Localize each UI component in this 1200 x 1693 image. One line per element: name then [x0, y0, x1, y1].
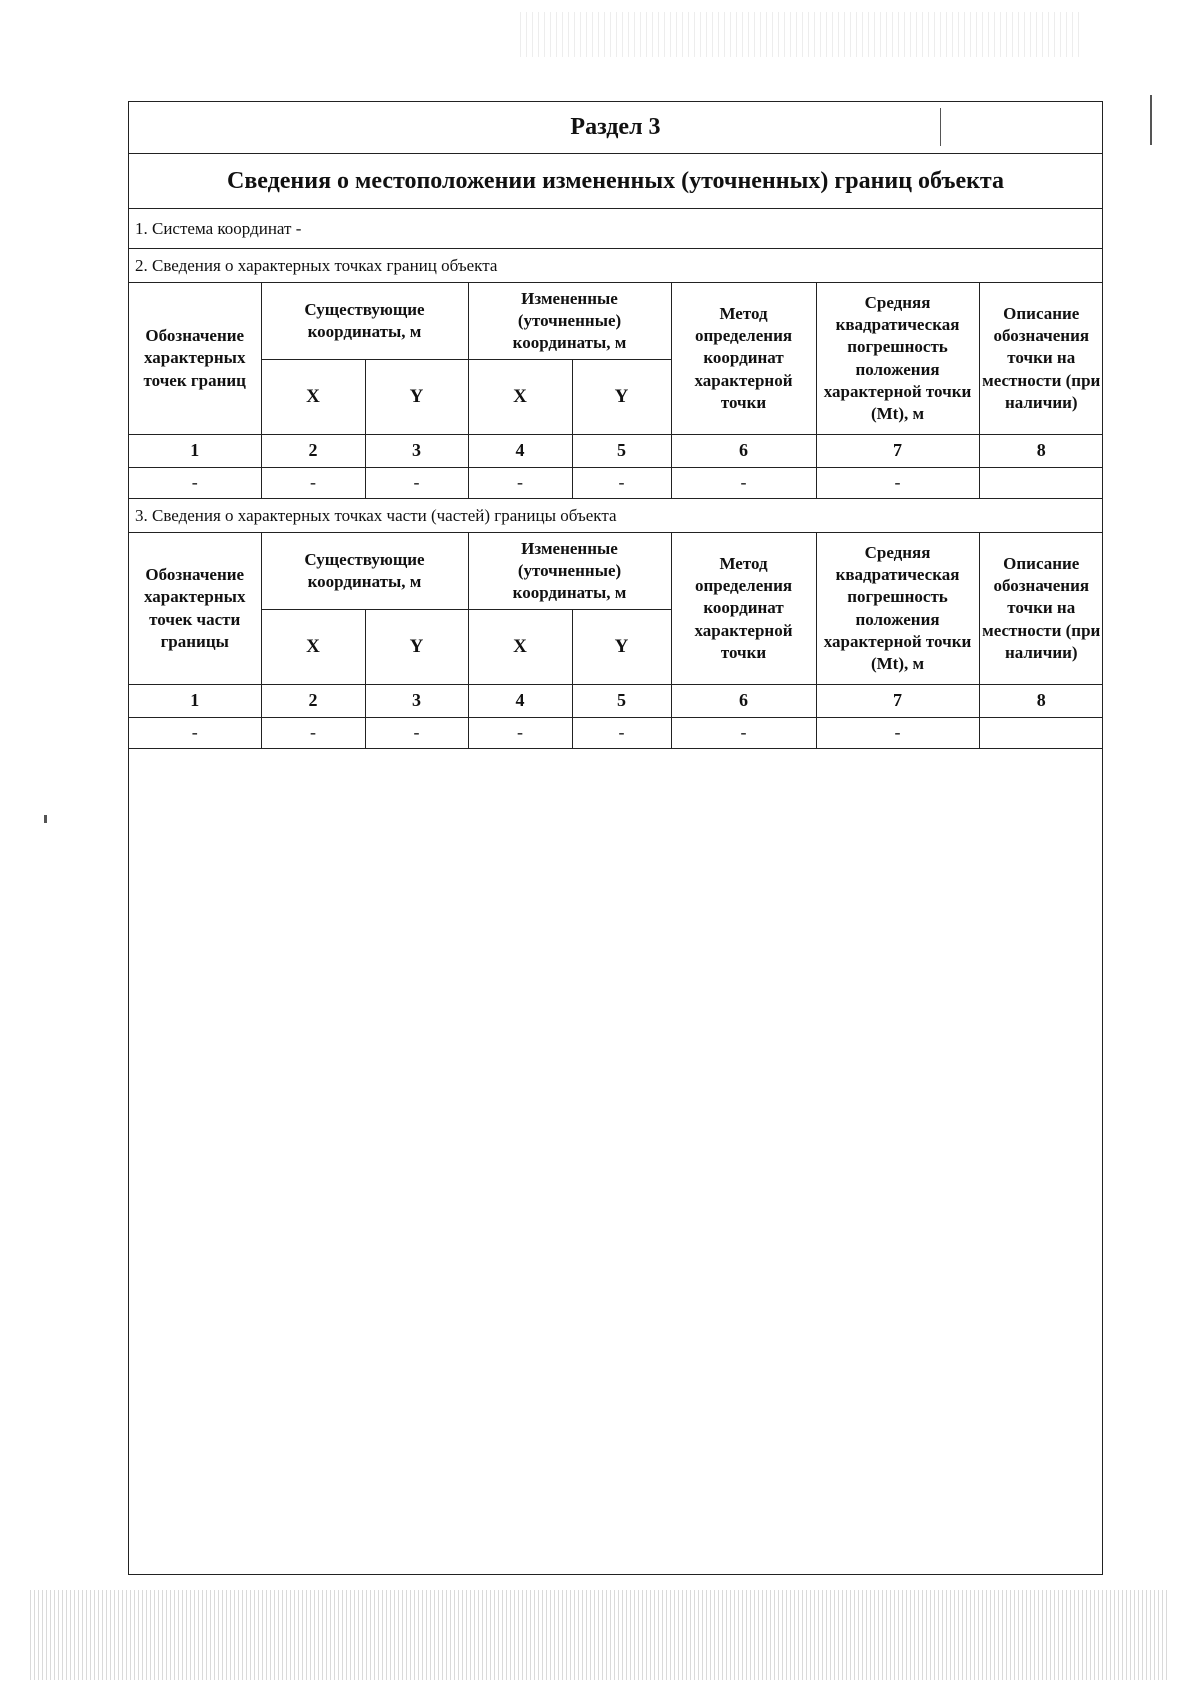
- coordinate-system-line: 1. Система координат -: [129, 209, 1102, 249]
- header-description: Описание обозначения точки на местности (при наличии): [979, 283, 1103, 435]
- column-number: 2: [261, 685, 365, 718]
- header-y: Y: [572, 610, 671, 685]
- table-cell: -: [572, 468, 671, 499]
- header-method: Метод определения координат характерной точки: [671, 533, 816, 685]
- table2-caption: 3. Сведения о характерных точках части (частей) границы объекта: [129, 499, 1102, 533]
- header-y: Y: [572, 360, 671, 435]
- table-cell: -: [816, 718, 979, 749]
- scan-artifact: [940, 108, 941, 146]
- column-number-row: [129, 435, 1103, 468]
- header-error: Средняя квадратическая погрешность положения характерной точки (Mt), м: [816, 533, 979, 685]
- table-cell: -: [671, 468, 816, 499]
- header-x: X: [261, 610, 365, 685]
- table-cell: [979, 718, 1103, 749]
- section-title: Раздел 3: [129, 102, 1102, 154]
- table1-caption: 2. Сведения о характерных точках границ объекта: [129, 249, 1102, 283]
- column-number: 7: [816, 685, 979, 718]
- scan-artifact: [44, 815, 47, 823]
- document-frame: [128, 101, 1103, 1575]
- table-cell: -: [816, 468, 979, 499]
- column-number-row: [129, 685, 1103, 718]
- table-cell: [979, 468, 1103, 499]
- points-table: [129, 283, 1103, 499]
- header-existing-coords: Существующие координаты, м: [261, 283, 468, 360]
- header-y: Y: [365, 360, 468, 435]
- header-x: X: [261, 360, 365, 435]
- column-number: 4: [468, 435, 572, 468]
- column-number: 5: [572, 685, 671, 718]
- table-cell: -: [468, 468, 572, 499]
- table-cell: -: [261, 718, 365, 749]
- header-designation: Обозначение характерных точек границ: [129, 283, 261, 435]
- table-cell: -: [572, 718, 671, 749]
- column-number: 2: [261, 435, 365, 468]
- table-cell: -: [468, 718, 572, 749]
- column-number: 3: [365, 685, 468, 718]
- column-number: 6: [671, 435, 816, 468]
- table-cell: -: [261, 468, 365, 499]
- column-number: 7: [816, 435, 979, 468]
- header-description: Описание обозначения точки на местности (при наличии): [979, 533, 1103, 685]
- column-number: 3: [365, 435, 468, 468]
- header-changed-coords: Измененные (уточненные) координаты, м: [468, 283, 671, 360]
- column-number: 8: [979, 685, 1103, 718]
- header-method: Метод определения координат характерной точки: [671, 283, 816, 435]
- header-x: X: [468, 360, 572, 435]
- header-x: X: [468, 610, 572, 685]
- table-cell: -: [365, 468, 468, 499]
- column-number: 1: [129, 435, 261, 468]
- scan-artifact: [1150, 95, 1152, 145]
- table-cell: -: [129, 468, 261, 499]
- header-y: Y: [365, 610, 468, 685]
- column-number: 1: [129, 685, 261, 718]
- header-existing-coords: Существующие координаты, м: [261, 533, 468, 610]
- table-cell: -: [671, 718, 816, 749]
- section-heading: Сведения о местоположении измененных (уточненных) границ объекта: [129, 154, 1102, 209]
- table-cell: -: [365, 718, 468, 749]
- table-row: [129, 718, 1103, 749]
- column-number: 5: [572, 435, 671, 468]
- column-number: 6: [671, 685, 816, 718]
- table-cell: -: [129, 718, 261, 749]
- part-points-table: [129, 533, 1103, 749]
- header-error: Средняя квадратическая погрешность положения характерной точки (Mt), м: [816, 283, 979, 435]
- table-row: [129, 468, 1103, 499]
- column-number: 8: [979, 435, 1103, 468]
- scan-noise: [520, 12, 1080, 57]
- column-number: 4: [468, 685, 572, 718]
- header-designation: Обозначение характерных точек части границы: [129, 533, 261, 685]
- header-changed-coords: Измененные (уточненные) координаты, м: [468, 533, 671, 610]
- scan-noise: [30, 1590, 1170, 1680]
